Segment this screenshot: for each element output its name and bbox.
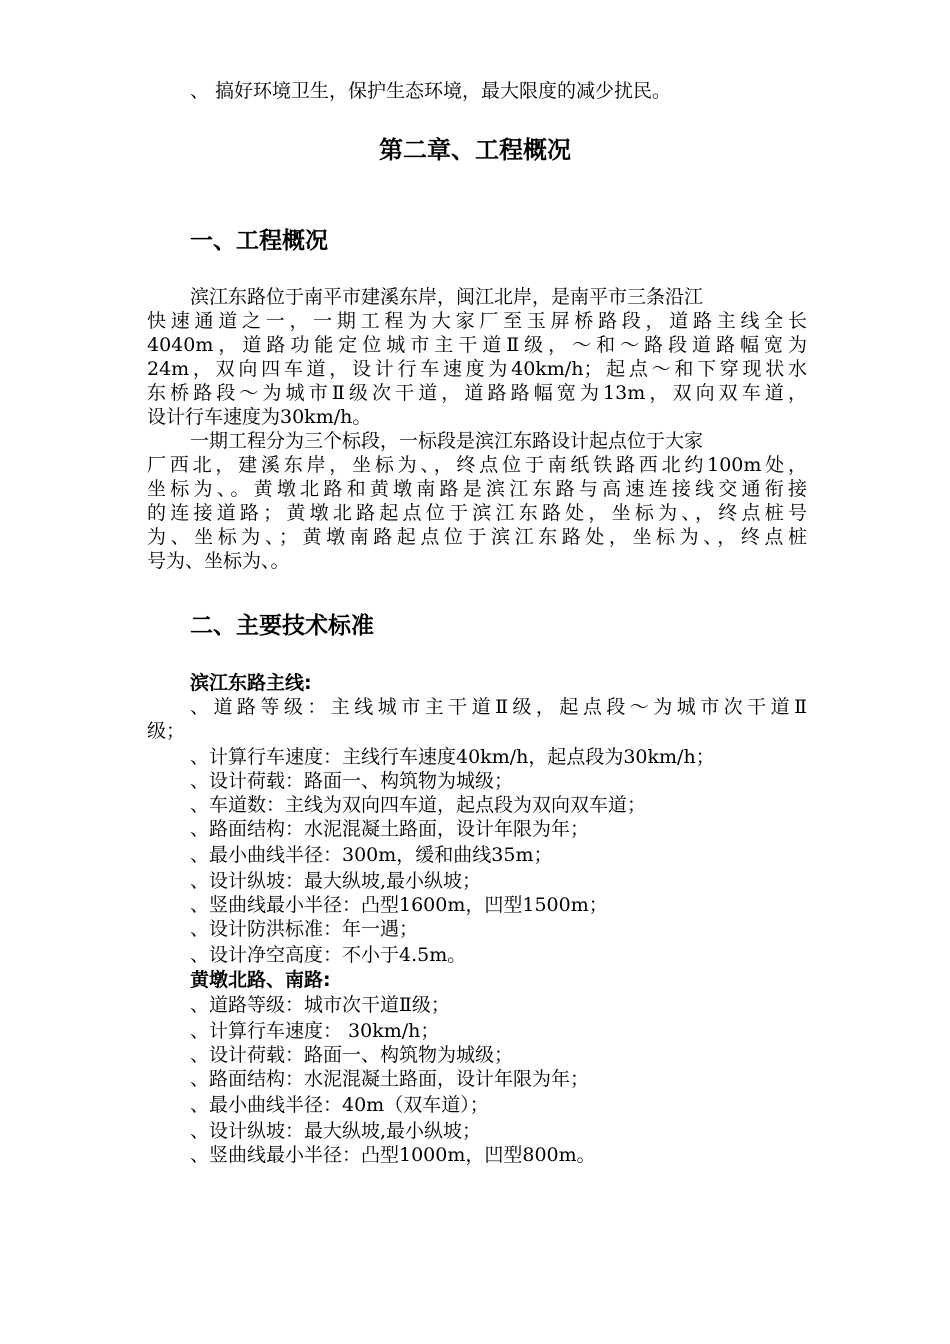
list-item: 级； bbox=[147, 720, 186, 742]
list-item: 、设计防洪标准：年一遇； bbox=[190, 918, 419, 940]
list-item: 、设计荷载：路面一、构筑物为城级； bbox=[190, 1044, 514, 1066]
subsection-title-main-line: 滨江东路主线: bbox=[190, 672, 312, 694]
paragraph-line: 滨江东路位于南平市建溪东岸，闽江北岸，是南平市三条沿江 bbox=[190, 286, 704, 308]
list-item: 、最小曲线半径：300m，缓和曲线35m； bbox=[190, 844, 553, 866]
section-heading-overview: 一、工程概况 bbox=[190, 228, 328, 254]
paragraph-line: 东桥路段～为城市Ⅱ级次干道，道路路幅宽为13m，双向双车道， bbox=[147, 382, 807, 404]
paragraph-line: 4040m，道路功能定位城市主干道Ⅱ级，～和～路段道路幅宽为 bbox=[147, 334, 807, 356]
list-item: 、设计净空高度：不小于4.5m。 bbox=[190, 944, 467, 966]
paragraph-line: 24m，双向四车道，设计行车速度为40km/h；起点～和下穿现状水 bbox=[147, 358, 807, 380]
paragraph-line: 设计行车速度为30km/h。 bbox=[147, 406, 372, 428]
list-item: 、计算行车速度： 30km/h； bbox=[190, 1020, 440, 1042]
list-item: 、道路等级：主线城市主干道Ⅱ级，起点段～为城市次干道Ⅱ bbox=[190, 696, 807, 718]
paragraph-line: 号为、坐标为、。 bbox=[147, 550, 290, 572]
list-item: 、设计纵坡：最大纵坡,最小纵坡； bbox=[190, 870, 482, 892]
list-item: 、道路等级：城市次干道Ⅱ级； bbox=[190, 994, 450, 1016]
section-heading-standards: 二、主要技术标准 bbox=[190, 613, 374, 639]
list-item: 、最小曲线半径：40m（双车道）； bbox=[190, 1094, 489, 1116]
paragraph-line: 厂西北，建溪东岸，坐标为、，终点位于南纸铁路西北约100m处， bbox=[147, 454, 807, 476]
list-item: 、竖曲线最小半径：凸型1600m，凹型1500m； bbox=[190, 894, 608, 916]
chapter-title: 第二章、工程概况 bbox=[379, 136, 571, 164]
paragraph-line: 为、坐标为、；黄墩南路起点位于滨江东路处，坐标为、，终点桩 bbox=[147, 526, 807, 548]
list-item: 、计算行车速度：主线行车速度40km/h，起点段为30km/h； bbox=[190, 746, 715, 768]
list-item: 、车道数：主线为双向四车道，起点段为双向双车道； bbox=[190, 794, 647, 816]
bullet-environment: 、 搞好环境卫生，保护生态环境，最大限度的减少扰民。 bbox=[190, 80, 672, 102]
list-item: 、设计纵坡：最大纵坡,最小纵坡； bbox=[190, 1120, 482, 1142]
list-item: 、路面结构：水泥混凝土路面，设计年限为年； bbox=[190, 818, 590, 840]
paragraph-line: 快速通道之一，一期工程为大家厂至玉屏桥路段，道路主线全长 bbox=[147, 310, 807, 332]
subsection-title-huangdun: 黄墩北路、南路: bbox=[190, 969, 331, 991]
list-item: 、竖曲线最小半径：凸型1000m，凹型800m。 bbox=[190, 1144, 596, 1166]
paragraph-line: 一期工程分为三个标段，一标段是滨江东路设计起点位于大家 bbox=[190, 430, 704, 452]
paragraph-line: 坐标为、。黄墩北路和黄墩南路是滨江东路与高速连接线交通衔接 bbox=[147, 478, 807, 500]
list-item: 、路面结构：水泥混凝土路面，设计年限为年； bbox=[190, 1068, 590, 1090]
paragraph-line: 的连接道路；黄墩北路起点位于滨江东路处，坐标为、，终点桩号 bbox=[147, 502, 807, 524]
list-item: 、设计荷载：路面一、构筑物为城级； bbox=[190, 770, 514, 792]
